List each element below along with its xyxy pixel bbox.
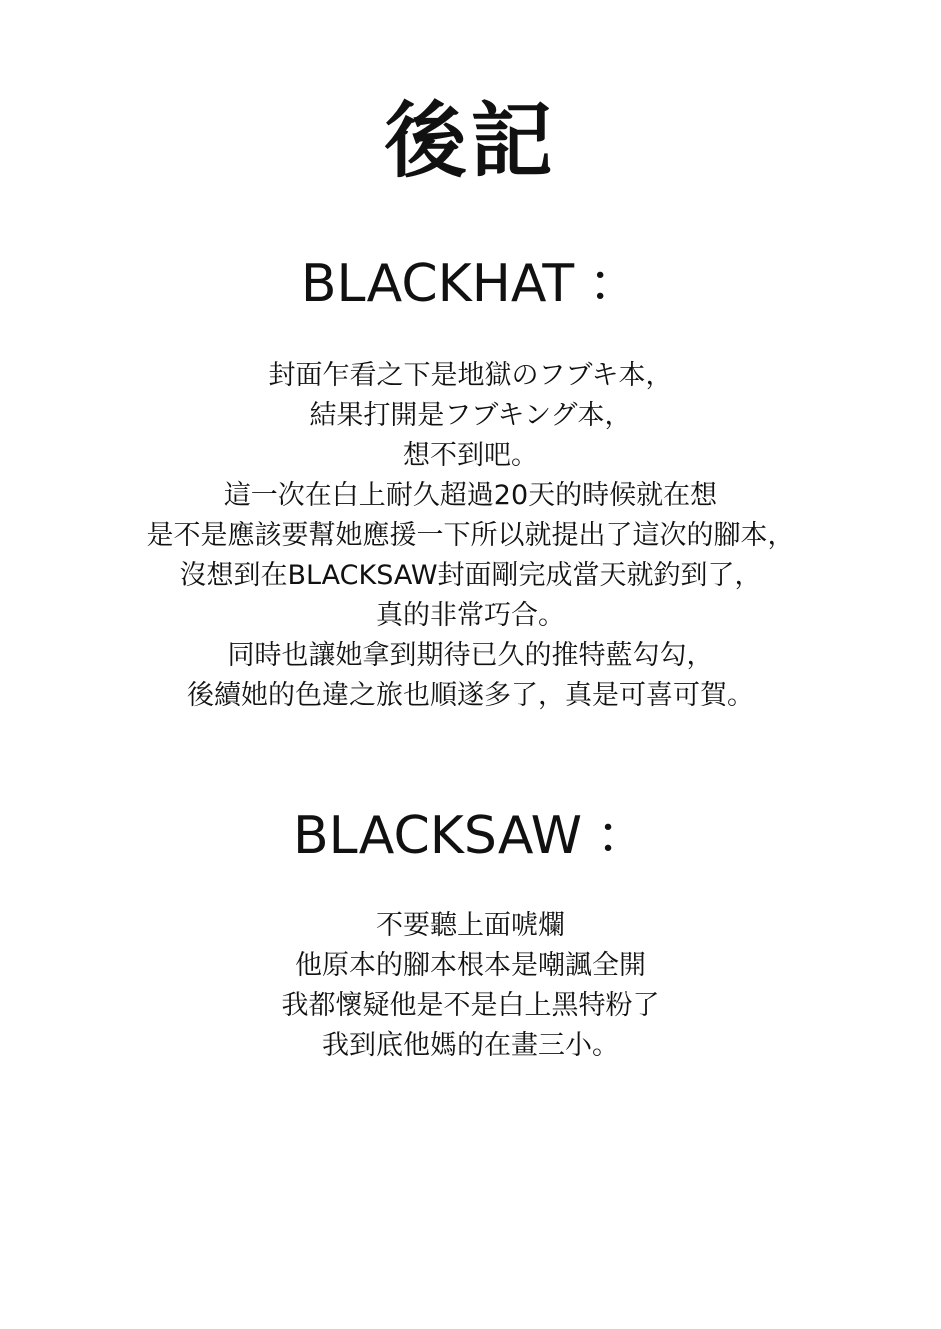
paragraph-line: 想不到吧。 — [403, 440, 538, 471]
paragraph-line: 結果打開是フブキング本， — [309, 400, 632, 431]
heading-colon: ： — [596, 806, 649, 866]
section-heading-blacksaw — [0, 804, 941, 868]
section-heading-blackhat — [0, 252, 941, 316]
paragraph-line: 這一次在白上耐久超過20天的時候就在想 — [223, 480, 718, 511]
paragraph-line: 後續她的色違之旅也順遂多了，真是可喜可賀。 — [187, 680, 754, 711]
heading-colon: ： — [588, 254, 641, 314]
blacksaw-paragraph — [0, 906, 941, 1066]
paragraph-line: 我到底他媽的在畫三小。 — [322, 1030, 619, 1061]
heading-text: BLACKSAW — [292, 806, 582, 866]
paragraph-line: 沒想到在BLACKSAW封面剛完成當天就釣到了， — [179, 560, 762, 591]
paragraph-line: 是不是應該要幫她應援一下所以就提出了這次的腳本， — [146, 520, 795, 551]
blackhat-paragraph — [0, 356, 941, 716]
heading-text: BLACKHAT — [300, 254, 575, 314]
page-title: 後記 — [384, 94, 557, 189]
paragraph-line: 不要聽上面唬爛 — [376, 910, 565, 941]
paragraph-line: 同時也讓她拿到期待已久的推特藍勾勾， — [227, 640, 714, 671]
paragraph-line: 真的非常巧合。 — [376, 600, 565, 631]
paragraph-line: 他原本的腳本根本是嘲諷全開 — [295, 950, 646, 981]
paragraph-line: 封面乍看之下是地獄のフブキ本， — [268, 360, 673, 391]
paragraph-line: 我都懷疑他是不是白上黑特粉了 — [281, 990, 660, 1021]
